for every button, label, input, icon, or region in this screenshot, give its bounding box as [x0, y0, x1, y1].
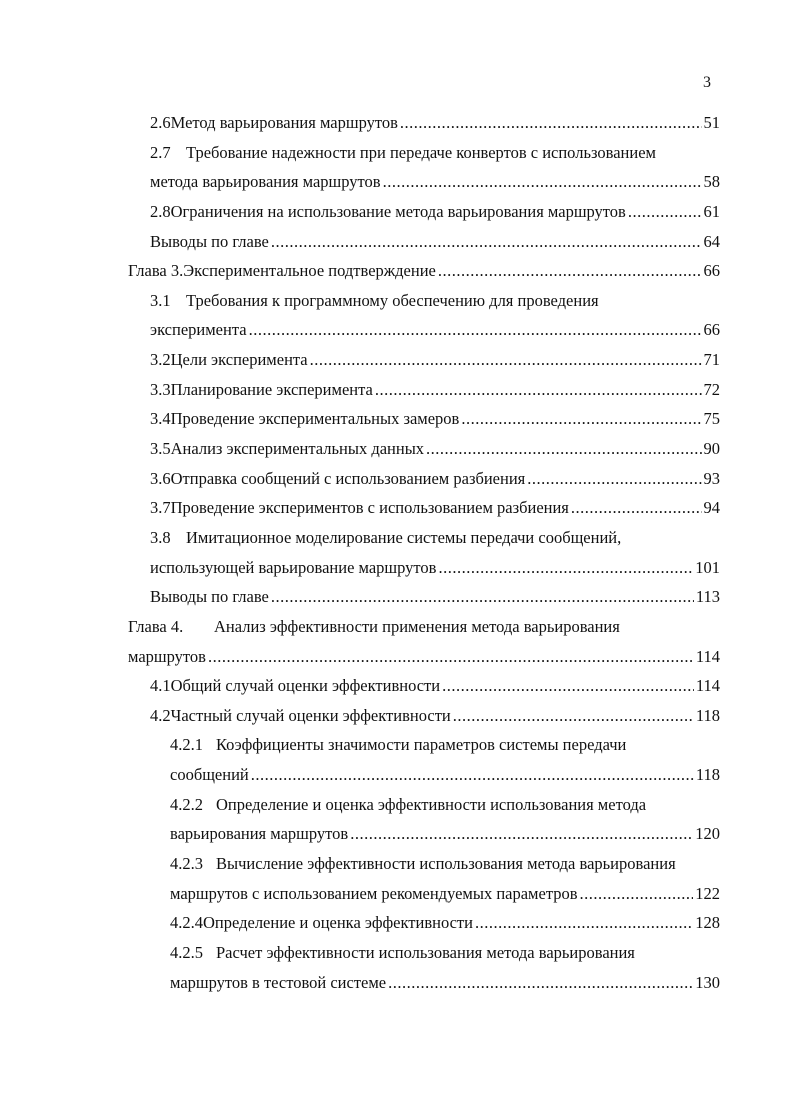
toc-entry-title: Имитационное моделирование системы передачи сообщений,	[186, 527, 622, 547]
toc-entry-number: Глава 3.	[128, 261, 184, 281]
toc-leader	[442, 671, 694, 701]
toc-entry-number: 4.2.5	[170, 942, 203, 962]
toc-leader	[580, 879, 694, 909]
toc-leader	[527, 464, 701, 494]
toc-entry-page: 93	[703, 468, 720, 488]
toc-entry-page: 118	[695, 765, 720, 785]
toc-entry-title: Выводы по главе	[150, 587, 269, 607]
toc-leader	[438, 553, 693, 583]
toc-leader	[426, 434, 701, 464]
toc-entry-title: Проведение экспериментальных замеров	[170, 409, 460, 429]
toc-entry-number: 4.2.3	[170, 854, 203, 874]
toc-entry-title: Планирование эксперимента	[170, 379, 373, 399]
toc-entry-4-2[interactable]	[128, 701, 720, 731]
toc-entry-conclusions-3[interactable]	[128, 582, 720, 612]
toc-entry-title: Экспериментальное подтверждение	[183, 261, 436, 281]
toc-entry-page: 114	[695, 676, 720, 696]
toc-entry-2-7[interactable]	[128, 138, 720, 168]
toc-entry-3-2[interactable]	[128, 345, 720, 375]
toc-leader	[628, 197, 702, 227]
toc-entry-number: 3.4	[150, 409, 171, 429]
toc-entry-continuation: маршрутов	[128, 646, 206, 666]
toc-leader	[453, 701, 694, 731]
toc-leader	[461, 404, 701, 434]
toc-leader	[438, 256, 702, 286]
toc-leader	[400, 108, 702, 138]
toc-entry-title: Коэффициенты значимости параметров системы передачи	[216, 735, 627, 755]
toc-entry-3-8-cont[interactable]	[128, 553, 720, 583]
toc-entry-continuation: эксперимента	[150, 320, 247, 340]
toc-entry-4-1[interactable]	[128, 671, 720, 701]
toc-leader	[249, 315, 702, 345]
toc-entry-title: Анализ эффективности применения метода варьирования	[214, 616, 620, 636]
toc-entry-continuation: маршрутов в тестовой системе	[170, 972, 387, 992]
toc-entry-3-8[interactable]	[128, 523, 720, 553]
toc-entry-3-5[interactable]	[128, 434, 720, 464]
toc-entry-3-6[interactable]	[128, 464, 720, 494]
table-of-contents	[128, 108, 720, 997]
toc-entry-page: 64	[703, 231, 720, 251]
toc-entry-continuation: сообщений	[170, 765, 249, 785]
toc-entry-chapter-4[interactable]	[128, 612, 720, 642]
toc-entry-page: 94	[703, 498, 720, 518]
toc-entry-page: 75	[703, 409, 720, 429]
toc-entry-4-2-3[interactable]	[128, 849, 720, 879]
toc-entry-title: Расчет эффективности использования метода варьирования	[216, 942, 635, 962]
toc-entry-4-2-4[interactable]	[128, 908, 720, 938]
toc-entry-title: Метод варьирования маршрутов	[170, 113, 398, 132]
toc-entry-number: 4.2.2	[170, 794, 203, 814]
toc-entry-continuation: использующей варьирование маршрутов	[150, 557, 437, 577]
toc-entry-continuation: маршрутов с использованием рекомендуемых параметров	[170, 883, 578, 903]
toc-entry-title: Определение и оценка эффективности использования метода	[216, 794, 647, 814]
toc-entry-title: Отправка сообщений с использованием разбиения	[170, 468, 526, 488]
toc-leader	[388, 968, 693, 998]
toc-entry-number: Глава 4.	[128, 616, 184, 636]
toc-entry-number: 4.2.1	[170, 735, 203, 755]
toc-leader	[271, 582, 694, 612]
toc-entry-page: 51	[703, 113, 720, 132]
toc-entry-title: Анализ экспериментальных данных	[170, 439, 425, 459]
toc-entry-4-2-2[interactable]	[128, 790, 720, 820]
toc-entry-title: Требования к программному обеспечению для проведения	[186, 290, 599, 310]
toc-entry-title: Вычисление эффективности использования метода варьирования	[216, 854, 676, 874]
toc-entry-2-6[interactable]	[128, 108, 720, 138]
toc-entry-page: 122	[695, 883, 720, 903]
toc-entry-3-1[interactable]	[128, 286, 720, 316]
toc-entry-page: 61	[703, 201, 720, 221]
toc-leader	[375, 375, 702, 405]
page-number: 3	[703, 74, 711, 91]
toc-entry-continuation: варьирования маршрутов	[170, 824, 349, 844]
toc-entry-title: Частный случай оценки эффективности	[170, 705, 451, 725]
toc-leader	[571, 493, 702, 523]
toc-entry-number: 4.2	[150, 705, 171, 725]
toc-entry-chapter-4-cont[interactable]	[128, 642, 720, 672]
toc-entry-4-2-2-cont[interactable]	[128, 819, 720, 849]
toc-entry-4-2-1-cont[interactable]	[128, 760, 720, 790]
toc-entry-page: 113	[695, 587, 720, 607]
toc-entry-number: 3.6	[150, 468, 171, 488]
toc-entry-number: 2.7	[150, 142, 171, 162]
toc-leader	[208, 642, 694, 672]
toc-entry-page: 66	[703, 320, 720, 340]
toc-entry-page: 71	[703, 350, 720, 370]
toc-entry-number: 3.5	[150, 439, 171, 459]
toc-entry-4-2-1[interactable]	[128, 730, 720, 760]
toc-entry-number: 3.2	[150, 350, 171, 370]
toc-entry-3-4[interactable]	[128, 404, 720, 434]
toc-entry-continuation: метода варьирования маршрутов	[150, 172, 381, 192]
toc-entry-number: 3.7	[150, 498, 171, 518]
toc-entry-4-2-5[interactable]	[128, 938, 720, 968]
toc-leader	[475, 908, 693, 938]
toc-leader	[251, 760, 694, 790]
toc-entry-3-1-cont[interactable]	[128, 315, 720, 345]
toc-entry-title: Требование надежности при передаче конвертов с использованием	[186, 142, 656, 162]
toc-entry-page: 72	[703, 379, 720, 399]
toc-entry-page: 114	[695, 646, 720, 666]
toc-leader	[383, 167, 702, 197]
toc-entry-title: Общий случай оценки эффективности	[170, 676, 441, 696]
toc-entry-number: 2.6	[150, 113, 171, 132]
toc-entry-page: 130	[695, 972, 720, 992]
toc-entry-number: 3.3	[150, 379, 171, 399]
toc-entry-title: Ограничения на использование метода варьирования маршрутов	[170, 201, 626, 221]
toc-entry-2-7-cont[interactable]	[128, 167, 720, 197]
toc-entry-page: 128	[695, 913, 720, 933]
toc-entry-number: 2.8	[150, 201, 171, 221]
toc-entry-page: 90	[703, 439, 720, 459]
toc-entry-number: 4.1	[150, 676, 171, 696]
toc-entry-3-7[interactable]	[128, 493, 720, 523]
toc-entry-4-2-5-cont[interactable]	[128, 968, 720, 998]
toc-entry-number: 4.2.4	[170, 913, 203, 933]
toc-entry-number: 3.1	[150, 290, 171, 310]
toc-leader	[350, 819, 693, 849]
toc-entry-page: 58	[703, 172, 720, 192]
toc-leader	[310, 345, 702, 375]
toc-entry-number: 3.8	[150, 527, 171, 547]
toc-leader	[271, 227, 702, 257]
toc-entry-page: 120	[695, 824, 720, 844]
toc-entry-conclusions-2[interactable]	[128, 227, 720, 257]
toc-entry-page: 118	[695, 705, 720, 725]
toc-entry-title: Цели эксперимента	[170, 350, 308, 370]
toc-entry-page: 101	[695, 557, 720, 577]
toc-entry-3-3[interactable]	[128, 375, 720, 405]
toc-entry-title: Проведение экспериментов с использованием разбиения	[170, 498, 569, 518]
toc-entry-chapter-3[interactable]	[128, 256, 720, 286]
toc-entry-4-2-3-cont[interactable]	[128, 879, 720, 909]
toc-entry-title: Определение и оценка эффективности	[203, 913, 473, 933]
toc-entry-title: Выводы по главе	[150, 231, 269, 251]
toc-entry-page: 66	[703, 261, 720, 281]
toc-entry-2-8[interactable]	[128, 197, 720, 227]
